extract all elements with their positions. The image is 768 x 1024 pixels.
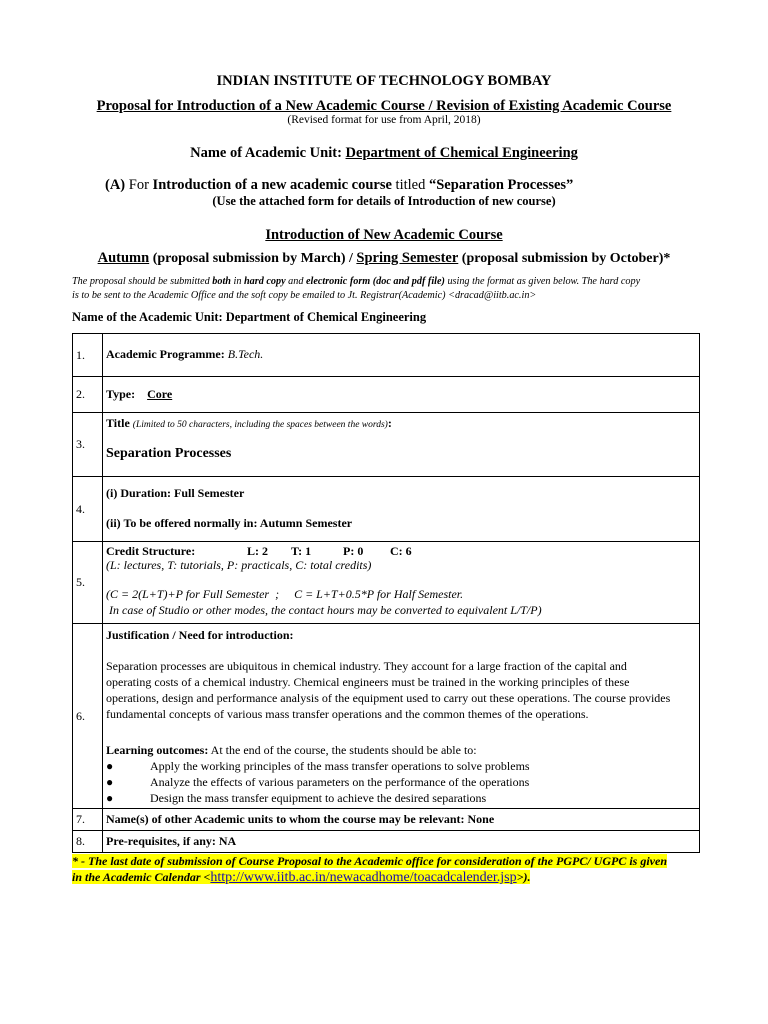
academic-unit-line: Name of the Academic Unit: Department of Chemical Engineering [72, 310, 427, 324]
row-number: 2. [73, 377, 103, 413]
studio-note: In case of Studio or other modes, the contact hours may be converted to equivalent L/T/P) [106, 603, 542, 617]
relevant-units-cell [103, 809, 700, 831]
row-number: 5. [73, 542, 103, 624]
footnote [72, 853, 667, 886]
table-row [73, 809, 700, 831]
academic-unit-heading [0, 145, 768, 162]
credit-label: Credit Structure: [106, 544, 196, 558]
table-row [73, 624, 700, 809]
credit-T: T: 1 [291, 544, 312, 558]
section-a-line [105, 177, 573, 194]
spring-note: (proposal submission by October)* [458, 251, 671, 266]
justification-line: fundamental concepts of various mass transfer operations and the common themes of the operations. [106, 707, 589, 721]
proposal-title: Proposal for Introduction of a New Academic Course / Revision of Existing Academic Course [96, 98, 672, 114]
type-value: Core [147, 387, 173, 401]
row-number: 4. [73, 477, 103, 542]
outcomes-text: At the end of the course, the students should be able to: [208, 743, 477, 757]
use-form-note: (Use the attached form for details of Introduction of new course) [212, 194, 556, 208]
section-a-for: For [125, 177, 153, 193]
autumn-label: Autumn [97, 250, 150, 266]
section-a-prefix: (A) [105, 177, 126, 193]
course-form-table [72, 333, 700, 853]
prerequisites-cell [103, 831, 700, 853]
type-cell [103, 377, 700, 413]
submission-note-line2: is to be sent to the Academic Office and the soft copy be emailed to Jt. Registrar(Academic) <dracad@iitb.ac.in> [72, 290, 537, 301]
academic-programme-cell [103, 334, 700, 377]
bullet-icon: ● [106, 759, 114, 773]
duration-cell [103, 477, 700, 542]
note-text: using the format as given below. The hard copy [444, 276, 641, 287]
section-a-intro: Introduction of a new academic course [152, 177, 392, 193]
semester-line [0, 250, 768, 267]
programme-label: Academic Programme: [106, 347, 228, 361]
credit-C: C: 6 [390, 544, 412, 558]
row-number: 1. [73, 334, 103, 377]
footnote-line2 [72, 870, 530, 884]
credit-formula: (C = 2(L+T)+P for Full Semester ; C = L+T+0.5*P for Half Semester. [106, 587, 464, 601]
credit-P: P: 0 [343, 544, 364, 558]
row-number: 6. [73, 624, 103, 809]
footnote-text: >). [516, 870, 531, 884]
intro-heading: Introduction of New Academic Course [265, 227, 503, 243]
note-text: in [230, 276, 244, 287]
footnote-text: in the Academic Calendar < [72, 870, 211, 884]
justification-line: operations, design and performance analysis of the equipment used to carry out these operations. The course provides [106, 691, 671, 705]
note-text: The proposal should be submitted [72, 276, 213, 287]
title-hint: (Limited to 50 characters, including the spaces between the words) [132, 420, 388, 430]
offered-label: (ii) To be offered normally in [106, 516, 254, 530]
outcome-item: Analyze the effects of various parameters on the performance of the operations [150, 775, 530, 789]
credit-legend: (L: lectures, T: tutorials, P: practicals, C: total credits) [106, 558, 372, 572]
table-row [73, 831, 700, 853]
row-number: 3. [73, 413, 103, 477]
table-row [73, 334, 700, 377]
credit-L: L: 2 [247, 544, 268, 558]
prerequisites-text: Pre-requisites, if any: NA [106, 834, 237, 848]
offered-value: : Autumn Semester [253, 516, 353, 530]
note-text: and [285, 276, 306, 287]
title-cell [103, 413, 700, 477]
academic-calendar-link[interactable]: http://www.iitb.ac.in/newacadhome/toacadcalender.jsp [210, 870, 517, 885]
table-row [73, 477, 700, 542]
table-row [73, 377, 700, 413]
spring-label: Spring Semester [356, 250, 459, 266]
outcomes-label: Learning outcomes: [106, 743, 209, 757]
outcome-item: Apply the working principles of the mass transfer operations to solve problems [150, 759, 530, 773]
section-a-titled: titled [391, 177, 429, 193]
autumn-note: (proposal submission by March) / [149, 251, 357, 266]
table-row [73, 413, 700, 477]
title-label: Title [106, 416, 133, 430]
justification-heading: Justification / Need for introduction: [106, 628, 294, 642]
justification-line: Separation processes are ubiquitous in chemical industry. They account for a large fraction of the capital and [106, 659, 627, 673]
course-title-value: Separation Processes [106, 446, 232, 461]
unit-label: Name of Academic Unit: [190, 145, 346, 161]
submission-note-line1 [72, 275, 712, 289]
programme-value: B.Tech. [227, 347, 264, 361]
outcome-item: Design the mass transfer equipment to achieve the desired separations [150, 791, 487, 805]
revised-format-note: (Revised format for use from April, 2018) [287, 114, 481, 126]
bullet-icon: ● [106, 775, 114, 789]
unit-value: Department of Chemical Engineering [345, 145, 578, 161]
credit-structure-cell [103, 542, 700, 624]
note-electronic: electronic form (doc and pdf file) [305, 276, 445, 287]
table-row [73, 542, 700, 624]
institute-name: INDIAN INSTITUTE OF TECHNOLOGY BOMBAY [216, 73, 552, 89]
title-colon: : [387, 416, 392, 430]
note-hard-copy: hard copy [244, 276, 286, 287]
section-a-course: “Separation Processes” [428, 177, 574, 193]
justification-line: operating costs of a chemical industry. Chemical engineers must be trained in the working principles of these [106, 675, 630, 689]
row-number: 7. [73, 809, 103, 831]
type-label: Type: [106, 387, 148, 401]
justification-cell [103, 624, 700, 809]
note-both: both [212, 276, 231, 287]
bullet-icon: ● [106, 791, 114, 805]
row-number: 8. [73, 831, 103, 853]
relevant-units-text: Name(s) of other Academic units to whom the course may be relevant: None [106, 812, 495, 826]
duration-text: (i) Duration: Full Semester [106, 486, 245, 500]
footnote-line1: * - The last date of submission of Course Proposal to the Academic office for consideration of the PGPC/ UGPC is given [72, 854, 667, 868]
